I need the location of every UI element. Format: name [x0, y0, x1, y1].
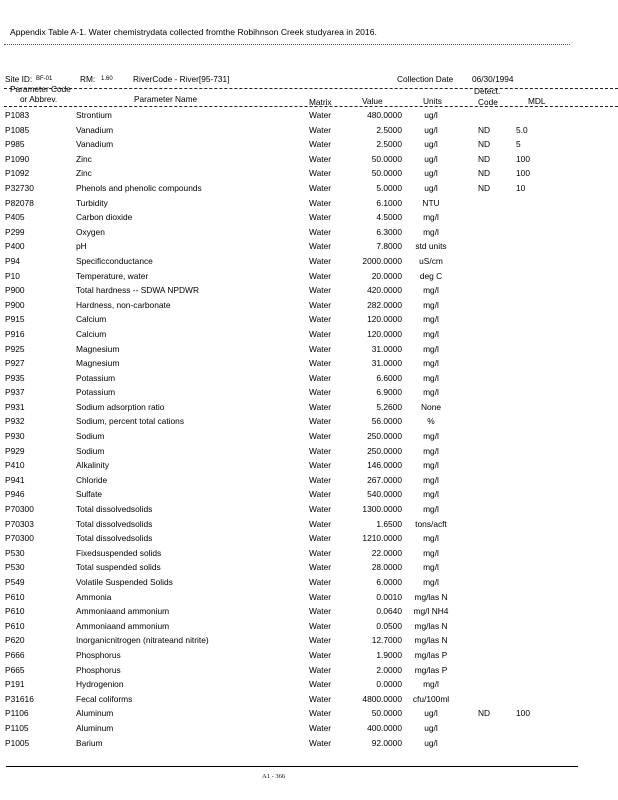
cell-units: mg/l	[423, 504, 439, 515]
table-row	[0, 431, 618, 446]
table-row	[0, 329, 618, 344]
rm-label: RM:	[80, 74, 96, 84]
header-detect-code: Code	[478, 97, 498, 107]
cell-units: %	[427, 416, 435, 427]
footer-rule	[6, 766, 578, 767]
cell-param-name: Phenols and phenolic compounds	[76, 182, 202, 193]
cell-value: 4.5000	[376, 212, 402, 223]
table-row	[0, 110, 618, 125]
cell-value: 1210.0000	[362, 533, 402, 544]
cell-param-code: P665	[5, 664, 25, 675]
cell-param-code: P70300	[5, 504, 34, 515]
table-row	[0, 460, 618, 475]
cell-param-name: Total dissolvedsolids	[76, 533, 153, 544]
table-row	[0, 416, 618, 431]
cell-param-code: P191	[5, 679, 25, 690]
table-row	[0, 665, 618, 680]
cell-detect-code: ND	[478, 708, 491, 719]
cell-units: mg/las N	[414, 620, 448, 631]
cell-matrix: Water	[309, 241, 332, 252]
cell-param-code: P900	[5, 285, 25, 296]
cell-units: mg/l	[423, 547, 439, 558]
cell-matrix: Water	[309, 445, 332, 456]
cell-param-code: P32730	[5, 182, 34, 193]
cell-units: tons/acft	[415, 518, 447, 529]
cell-param-code: P930	[5, 431, 25, 442]
cell-units: mg/l	[423, 387, 439, 398]
data-table-body	[0, 110, 618, 752]
table-row	[0, 679, 618, 694]
cell-value: 5.0000	[376, 182, 402, 193]
cell-matrix: Water	[309, 328, 332, 339]
cell-param-name: Sodium	[76, 445, 105, 456]
cell-param-code: P666	[5, 649, 25, 660]
cell-units: cfu/100ml	[412, 693, 450, 704]
cell-units: ug/l	[424, 182, 438, 193]
cell-param-name: Total dissolvedsolids	[76, 504, 153, 515]
cell-matrix: Water	[309, 431, 332, 442]
cell-param-code: P530	[5, 562, 25, 573]
header-divider-top	[4, 88, 618, 89]
cell-units: mg/l	[423, 314, 439, 325]
cell-units: None	[420, 401, 442, 412]
cell-param-code: P620	[5, 635, 25, 646]
cell-detect-code: ND	[478, 182, 491, 193]
header-units: Units	[423, 96, 442, 106]
title-divider	[4, 44, 570, 45]
cell-units: deg C	[419, 270, 443, 281]
cell-units: mg/l	[423, 226, 439, 237]
cell-matrix: Water	[309, 197, 332, 208]
table-row	[0, 489, 618, 504]
cell-param-name: Zinc	[76, 168, 92, 179]
cell-units: ug/l	[424, 722, 438, 733]
table-row	[0, 300, 618, 315]
cell-param-code: P610	[5, 620, 25, 631]
cell-param-name: Magnesium	[76, 343, 120, 354]
cell-units: mg/l	[423, 562, 439, 573]
cell-matrix: Water	[309, 504, 332, 515]
cell-units: ug/l	[424, 139, 438, 150]
cell-matrix: Water	[309, 139, 332, 150]
cell-param-code: P410	[5, 460, 25, 471]
cell-value: 2.5000	[376, 124, 402, 135]
cell-units: mg/l	[423, 372, 439, 383]
collection-date-value: 06/30/1994	[472, 74, 514, 84]
header-divider-bottom	[4, 106, 618, 107]
cell-units: ug/l	[424, 708, 438, 719]
cell-units: uS/cm	[419, 255, 443, 266]
table-row	[0, 285, 618, 300]
cell-param-name: Hardness, non-carbonate	[76, 299, 171, 310]
table-row	[0, 344, 618, 359]
cell-value: 282.0000	[367, 299, 402, 310]
cell-matrix: Water	[309, 387, 332, 398]
cell-param-name: Sodium, percent total cations	[76, 416, 185, 427]
header-detect: Detect.	[474, 86, 501, 96]
cell-value: 2.0000	[376, 664, 402, 675]
cell-param-name: Turbidity	[76, 197, 108, 208]
cell-value: 31.0000	[371, 358, 402, 369]
cell-param-name: Strontium	[76, 110, 112, 120]
table-row	[0, 125, 618, 140]
cell-units: mg/l	[423, 679, 439, 690]
table-row	[0, 533, 618, 548]
table-row	[0, 373, 618, 388]
table-row	[0, 241, 618, 256]
table-row	[0, 606, 618, 621]
cell-matrix: Water	[309, 168, 332, 179]
cell-matrix: Water	[309, 460, 332, 471]
cell-matrix: Water	[309, 285, 332, 296]
cell-value: 1300.0000	[362, 504, 402, 515]
cell-units: std units	[415, 241, 447, 252]
cell-value: 1.9000	[376, 649, 402, 660]
cell-param-name: Potassium	[76, 372, 116, 383]
table-row	[0, 708, 618, 723]
cell-matrix: Water	[309, 679, 332, 690]
cell-param-code: P985	[5, 139, 25, 150]
cell-value: 120.0000	[367, 328, 402, 339]
cell-param-code: P932	[5, 416, 25, 427]
cell-param-name: Volatile Suspended Solids	[76, 577, 173, 587]
table-row	[0, 504, 618, 519]
table-row	[0, 519, 618, 534]
cell-matrix: Water	[309, 708, 332, 719]
cell-param-code: P929	[5, 445, 25, 456]
header-param-code: Parameter Code	[10, 84, 71, 94]
cell-matrix: Water	[309, 226, 332, 237]
cell-value: 0.0000	[376, 679, 402, 690]
cell-units: mg/l NH4	[413, 606, 449, 617]
cell-param-name: Calcium	[76, 328, 107, 339]
cell-param-code: P925	[5, 343, 25, 354]
cell-value: 56.0000	[371, 416, 402, 427]
cell-matrix: Water	[309, 343, 332, 354]
collection-date-label: Collection Date	[397, 74, 454, 84]
cell-value: 6.9000	[376, 387, 402, 398]
table-row	[0, 154, 618, 169]
cell-param-name: Aluminum	[76, 708, 114, 719]
cell-mdl: 5.0	[516, 124, 528, 135]
page-number: A1 - 366	[262, 773, 286, 780]
table-row	[0, 387, 618, 402]
table-row	[0, 694, 618, 709]
cell-units: mg/l	[423, 358, 439, 369]
cell-value: 540.0000	[367, 489, 402, 500]
table-row	[0, 621, 618, 636]
cell-matrix: Water	[309, 372, 332, 383]
cell-units: mg/l	[423, 343, 439, 354]
cell-param-code: P1083	[5, 110, 30, 120]
cell-param-code: P937	[5, 387, 25, 398]
header-param-abbrev: or Abbrev.	[20, 94, 58, 104]
cell-units: mg/l	[423, 474, 439, 485]
cell-param-name: Calcium	[76, 314, 107, 325]
cell-value: 31.0000	[371, 343, 402, 354]
cell-matrix: Water	[309, 474, 332, 485]
cell-param-code: P70300	[5, 533, 34, 544]
cell-value: 7.8000	[376, 241, 402, 252]
cell-matrix: Water	[309, 489, 332, 500]
table-row	[0, 577, 618, 592]
cell-value: 0.0500	[376, 620, 402, 631]
cell-matrix: Water	[309, 591, 332, 602]
cell-units: mg/las N	[414, 635, 448, 646]
cell-value: 400.0000	[367, 722, 402, 733]
cell-param-code: P1092	[5, 168, 30, 179]
river-code: RiverCode - River[95-731]	[133, 74, 230, 84]
cell-param-code: P94	[5, 255, 20, 266]
cell-units: mg/l	[423, 328, 439, 339]
cell-mdl: 100	[516, 708, 530, 719]
table-row	[0, 198, 618, 213]
cell-param-code: P1005	[5, 737, 30, 748]
table-row	[0, 738, 618, 753]
site-id-value: BF-01	[36, 76, 53, 82]
cell-param-code: P82078	[5, 197, 34, 208]
cell-units: ug/l	[424, 110, 438, 120]
cell-param-name: Aluminum	[76, 722, 114, 733]
cell-matrix: Water	[309, 255, 332, 266]
cell-param-code: P405	[5, 212, 25, 223]
table-title: Appendix Table A-1. Water chemistrydata collected fromthe Robihnson Creek studyarea in 2016.	[10, 27, 377, 37]
cell-param-code: P946	[5, 489, 25, 500]
cell-matrix: Water	[309, 562, 332, 573]
cell-param-code: P10	[5, 270, 20, 281]
cell-matrix: Water	[309, 664, 332, 675]
table-row	[0, 271, 618, 286]
cell-param-code: P1106	[5, 708, 29, 719]
cell-param-name: Sodium adsorption ratio	[76, 401, 165, 412]
cell-param-code: P1090	[5, 153, 30, 164]
cell-param-name: Barium	[76, 737, 103, 748]
cell-param-code: P900	[5, 299, 25, 310]
cell-param-name: Vanadium	[76, 139, 114, 150]
cell-param-name: Sodium	[76, 431, 105, 442]
cell-matrix: Water	[309, 518, 332, 529]
cell-param-name: Ammoniaand ammonium	[76, 620, 170, 631]
cell-param-name: Magnesium	[76, 358, 120, 369]
cell-param-code: P530	[5, 547, 25, 558]
cell-units: ug/l	[424, 737, 438, 748]
cell-param-code: P70303	[5, 518, 34, 529]
cell-param-code: P299	[5, 226, 25, 237]
cell-matrix: Water	[309, 649, 332, 660]
table-row	[0, 168, 618, 183]
cell-units: NTU	[422, 197, 440, 208]
cell-param-code: P400	[5, 241, 25, 252]
rm-value: 1.60	[101, 76, 113, 82]
header-mdl: MDL	[528, 96, 546, 106]
cell-matrix: Water	[309, 153, 332, 164]
cell-param-name: Phosphorus	[76, 649, 121, 660]
table-row	[0, 314, 618, 329]
table-row	[0, 562, 618, 577]
cell-param-code: P927	[5, 358, 25, 369]
cell-param-name: Vanadium	[76, 124, 114, 135]
cell-param-name: Oxygen	[76, 226, 105, 237]
cell-units: mg/las P	[414, 649, 448, 660]
table-row	[0, 446, 618, 461]
cell-param-code: P1085	[5, 124, 30, 135]
cell-param-name: Sulfate	[76, 489, 103, 500]
cell-param-name: Specificconductance	[76, 255, 153, 266]
cell-value: 50.0000	[371, 168, 402, 179]
cell-detect-code: ND	[478, 153, 491, 164]
cell-value: 0.0010	[376, 591, 402, 602]
cell-value: 50.0000	[371, 708, 402, 719]
cell-matrix: Water	[309, 606, 332, 617]
cell-matrix: Water	[309, 299, 332, 310]
cell-param-code: P941	[5, 474, 25, 485]
cell-param-code: P1105	[5, 722, 29, 733]
cell-param-name: Zinc	[76, 153, 92, 164]
cell-mdl: 100	[516, 153, 530, 164]
cell-units: mg/l	[423, 489, 439, 500]
cell-units: mg/las P	[414, 664, 448, 675]
cell-param-code: P610	[5, 606, 25, 617]
cell-value: 2000.0000	[362, 255, 402, 266]
cell-matrix: Water	[309, 533, 332, 544]
header-value: Value	[362, 96, 383, 106]
cell-param-name: Ammoniaand ammonium	[76, 606, 170, 617]
table-row	[0, 592, 618, 607]
header-param-name: Parameter Name	[134, 94, 198, 104]
cell-mdl: 100	[516, 168, 530, 179]
table-row	[0, 227, 618, 242]
cell-units: mg/las N	[414, 591, 448, 602]
header-matrix: Matrix	[309, 97, 332, 107]
cell-value: 146.0000	[367, 460, 402, 471]
cell-units: mg/l	[423, 577, 439, 587]
cell-value: 120.0000	[367, 314, 402, 325]
cell-detect-code: ND	[478, 124, 491, 135]
table-row	[0, 548, 618, 563]
cell-value: 250.0000	[367, 431, 402, 442]
cell-param-name: Temperature, water	[76, 270, 149, 281]
cell-value: 5.2600	[376, 401, 402, 412]
cell-value: 50.0000	[371, 153, 402, 164]
table-row	[0, 212, 618, 227]
cell-value: 28.0000	[371, 562, 402, 573]
cell-units: ug/l	[424, 168, 438, 179]
cell-matrix: Water	[309, 401, 332, 412]
cell-matrix: Water	[309, 635, 332, 646]
cell-value: 92.0000	[371, 737, 402, 748]
cell-param-name: Total dissolvedsolids	[76, 518, 153, 529]
table-row	[0, 183, 618, 198]
cell-mdl: 5	[516, 139, 521, 150]
cell-value: 420.0000	[367, 285, 402, 296]
cell-matrix: Water	[309, 620, 332, 631]
cell-value: 480.0000	[367, 110, 402, 120]
cell-value: 2.5000	[376, 139, 402, 150]
cell-value: 12.7000	[371, 635, 402, 646]
table-row	[0, 139, 618, 154]
cell-matrix: Water	[309, 693, 332, 704]
cell-param-name: Fecal coliforms	[76, 693, 133, 704]
cell-units: mg/l	[423, 431, 439, 442]
cell-param-name: Carbon dioxide	[76, 212, 133, 223]
cell-value: 0.0640	[376, 606, 402, 617]
cell-matrix: Water	[309, 270, 332, 281]
cell-detect-code: ND	[478, 139, 491, 150]
cell-param-name: Phosphorus	[76, 664, 121, 675]
cell-matrix: Water	[309, 416, 332, 427]
cell-matrix: Water	[309, 124, 332, 135]
cell-param-code: P916	[5, 328, 25, 339]
cell-value: 6.3000	[376, 226, 402, 237]
cell-param-code: P549	[5, 577, 25, 587]
cell-value: 4800.0000	[362, 693, 402, 704]
cell-value: 1.6500	[376, 518, 402, 529]
cell-units: mg/l	[423, 285, 439, 296]
cell-units: mg/l	[423, 212, 439, 223]
cell-param-code: P915	[5, 314, 25, 325]
cell-param-name: Total suspended solids	[76, 562, 161, 573]
table-row	[0, 475, 618, 490]
cell-units: mg/l	[423, 533, 439, 544]
cell-matrix: Water	[309, 110, 332, 120]
cell-matrix: Water	[309, 358, 332, 369]
cell-detect-code: ND	[478, 168, 491, 179]
cell-param-name: Potassium	[76, 387, 116, 398]
cell-param-name: Alkalinity	[76, 460, 110, 471]
cell-matrix: Water	[309, 314, 332, 325]
cell-value: 267.0000	[367, 474, 402, 485]
cell-matrix: Water	[309, 212, 332, 223]
cell-matrix: Water	[309, 547, 332, 558]
table-row	[0, 358, 618, 373]
cell-param-code: P31616	[5, 693, 34, 704]
table-row	[0, 256, 618, 271]
cell-matrix: Water	[309, 722, 332, 733]
cell-value: 250.0000	[367, 445, 402, 456]
table-row	[0, 723, 618, 738]
cell-matrix: Water	[309, 577, 332, 587]
cell-units: ug/l	[424, 153, 438, 164]
cell-units: ug/l	[424, 124, 438, 135]
cell-param-name: Ammonia	[76, 591, 112, 602]
cell-param-name: Hydrogenion	[76, 679, 124, 690]
table-row	[0, 650, 618, 665]
cell-param-name: Total hardness -- SDWA NPDWR	[76, 285, 200, 296]
cell-units: mg/l	[423, 445, 439, 456]
cell-param-name: Fixedsuspended solids	[76, 547, 162, 558]
cell-value: 20.0000	[371, 270, 402, 281]
cell-param-name: pH	[76, 241, 87, 252]
cell-param-name: Inorganicnitrogen (nitrateand nitrite)	[76, 635, 209, 646]
site-id-label: Site ID:	[5, 74, 33, 84]
cell-matrix: Water	[309, 182, 332, 193]
cell-units: mg/l	[423, 299, 439, 310]
cell-value: 6.6000	[376, 372, 402, 383]
table-row	[0, 402, 618, 417]
cell-units: mg/l	[423, 460, 439, 471]
cell-value: 22.0000	[371, 547, 402, 558]
cell-param-code: P931	[5, 401, 25, 412]
cell-value: 6.0000	[376, 577, 402, 587]
cell-param-name: Chloride	[76, 474, 108, 485]
table-row	[0, 635, 618, 650]
cell-param-code: P935	[5, 372, 25, 383]
cell-param-code: P610	[5, 591, 25, 602]
cell-value: 6.1000	[376, 197, 402, 208]
cell-mdl: 10	[516, 182, 526, 193]
cell-matrix: Water	[309, 737, 332, 748]
